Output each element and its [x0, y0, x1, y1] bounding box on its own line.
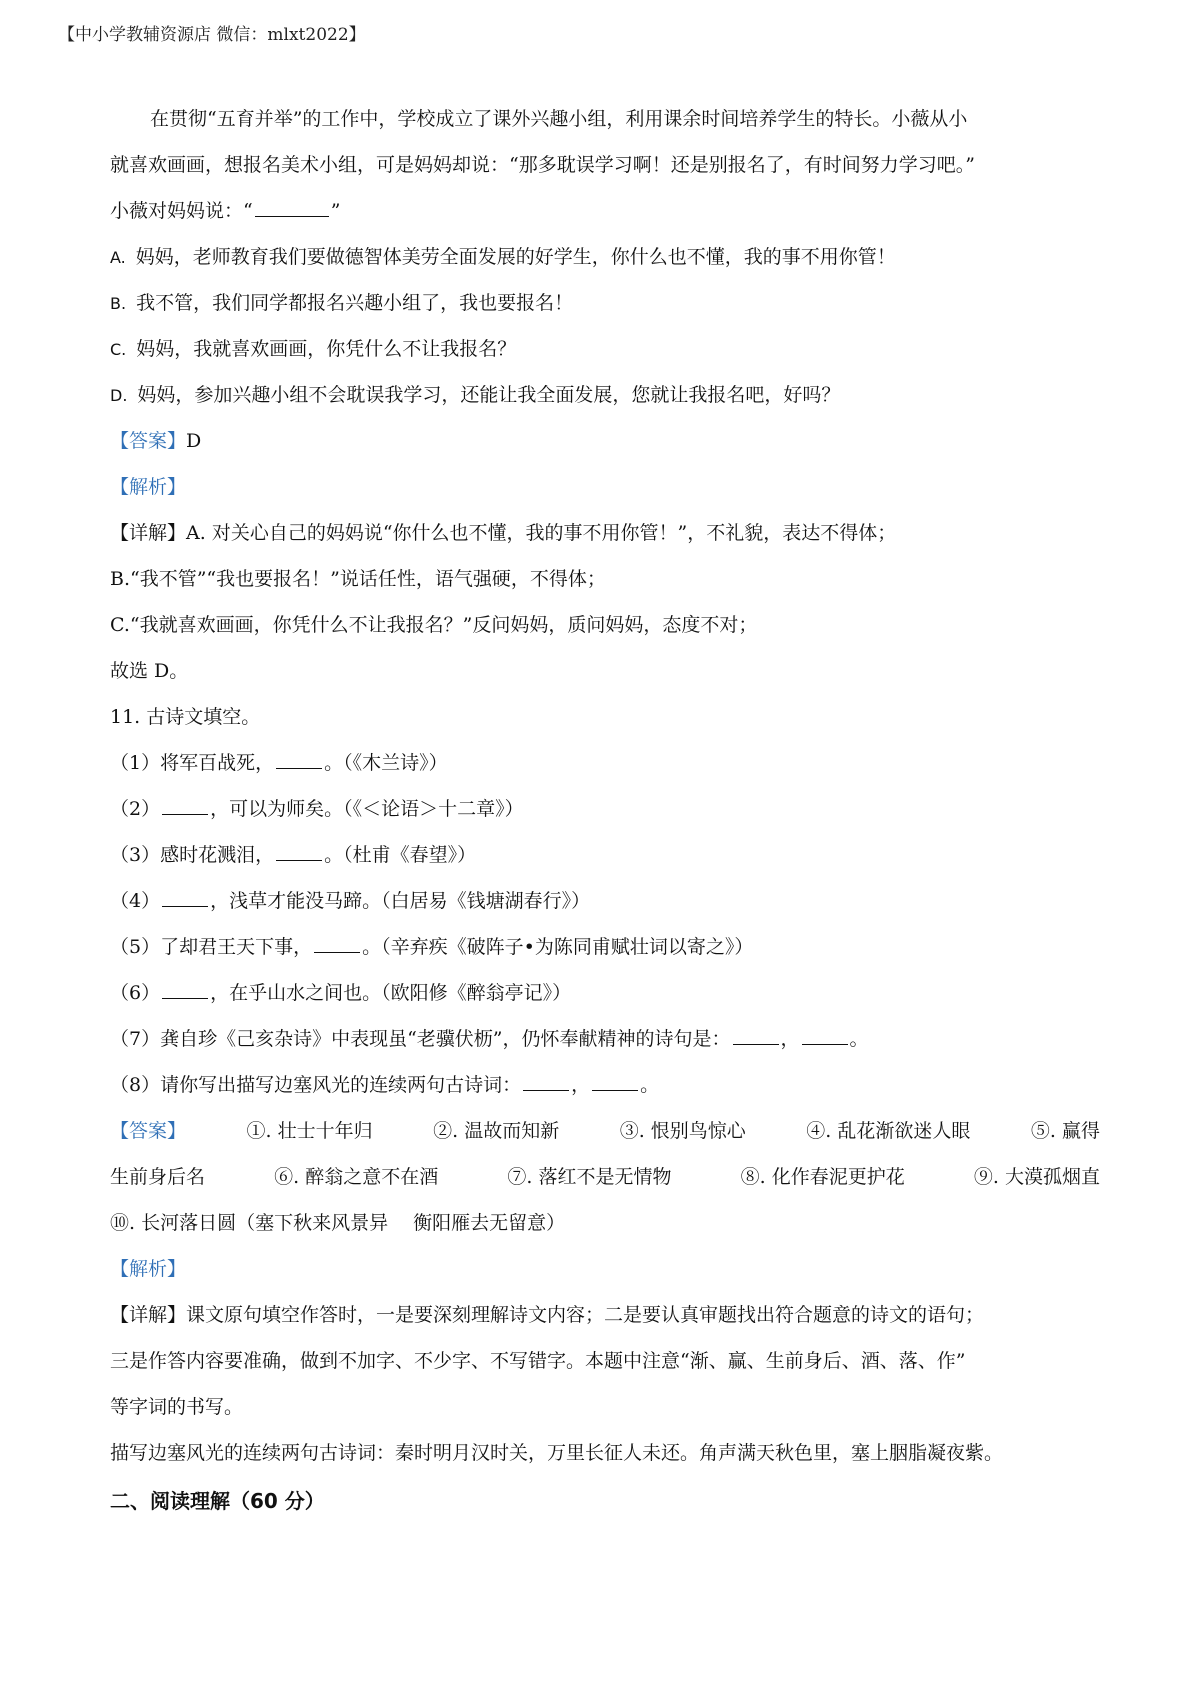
q10-detail-line-2: B.“我不管”“我也要报名！”说话任性，语气强硬，不得体；: [110, 568, 606, 590]
item-source: ，在乎山水之间也。（欧阳修《醉翁亭记》）: [210, 982, 572, 1004]
period: 。: [849, 1028, 869, 1050]
q10-stem-line-2: 就喜欢画画，想报名美术小组，可是妈妈却说：“那多耽误学习啊！还是别报名了，有时间努力学习吧。”: [110, 154, 975, 176]
analysis-tag: 【解析】: [110, 476, 187, 498]
q10-analysis: [110, 464, 1100, 510]
answer-item: ⑧. 化作春泥更护花: [740, 1166, 905, 1188]
answer-item: ②. 温故而知新: [433, 1120, 560, 1142]
q11-detail-line-4: 描写边塞风光的连续两句古诗词：秦时明月汉时关，万里长征人未还。角声满天秋色里，塞上胭脂凝夜紫。: [110, 1442, 1004, 1464]
answer-item: ①. 壮士十年归: [246, 1120, 373, 1142]
answer-tag: 【答案】: [110, 430, 187, 452]
answer-blank: [162, 796, 208, 815]
q11-item-6: [110, 970, 1100, 1016]
option-letter: C.: [110, 340, 127, 359]
item-source: ，浅草才能没马蹄。（白居易《钱塘湖春行》）: [210, 890, 591, 912]
item-source: 。（辛弃疾《破阵子•为陈同甫赋壮词以寄之》）: [362, 936, 754, 958]
period: 。: [640, 1074, 660, 1096]
watermark-header: 【中小学教辅资源店 微信：mlxt2022】: [58, 25, 366, 45]
item-number: （2）: [110, 798, 161, 820]
q11-title: 11. 古诗文填空。: [110, 706, 261, 728]
q10-option-d: [110, 372, 1100, 418]
option-text: 我不管，我们同学都报名兴趣小组了，我也要报名！: [136, 292, 574, 314]
item-number: （6）: [110, 982, 161, 1004]
q11-answers-row-2: [110, 1154, 1100, 1200]
item-number: （5）: [110, 936, 161, 958]
comma: ，: [780, 1028, 800, 1050]
q11-answers-row-1: [110, 1108, 1100, 1154]
answer-blank: [162, 888, 208, 907]
q11-item-2: [110, 786, 1100, 832]
item-number: （4）: [110, 890, 161, 912]
q10-option-a: [110, 234, 1100, 280]
q10-option-c: [110, 326, 1100, 372]
q10-detail-line-1: [110, 510, 1100, 556]
detail-tag: 【详解】: [110, 522, 187, 544]
q11-detail-line-3: 等字词的书写。: [110, 1396, 244, 1418]
q10-stem-tail: 小薇对妈妈说：“: [110, 200, 253, 222]
answer-blank: [592, 1072, 638, 1091]
answer-blank: [314, 934, 360, 953]
answer-tag: 【答案】: [110, 1120, 187, 1142]
q10-detail-line-4: 故选 D。: [110, 660, 189, 682]
q10-stem-line-1: 在贯彻“五育并举”的工作中，学校成立了课外兴趣小组，利用课余时间培养学生的特长。小薇从小: [150, 108, 968, 130]
item-number: （1）: [110, 752, 161, 774]
q11-item-3: [110, 832, 1100, 878]
q10-stem-line-3: [110, 188, 1100, 234]
answer-item: ⑨. 大漠孤烟直: [973, 1166, 1100, 1188]
option-letter: B.: [110, 294, 127, 313]
answer-blank: [162, 980, 208, 999]
answer-blank: [255, 198, 329, 217]
answer-blank: [276, 842, 322, 861]
comma: ，: [571, 1074, 591, 1096]
q11-analysis: [110, 1246, 1100, 1292]
q11-answers-row-3: ⑩. 长河落日圆（塞下秋来风景异 衡阳雁去无留意）: [110, 1212, 566, 1234]
q10-option-b: [110, 280, 1100, 326]
answer-value: D: [186, 430, 202, 452]
answer-item: ⑦. 落红不是无情物: [507, 1166, 672, 1188]
item-text: （8）请你写出描写边塞风光的连续两句古诗词：: [110, 1074, 522, 1096]
q11-item-7: [110, 1016, 1100, 1062]
answer-blank: [276, 750, 322, 769]
item-text: 感时花溅泪，: [160, 844, 275, 866]
item-source: 。（杜甫《春望》）: [324, 844, 477, 866]
answer-item: ⑥. 醉翁之意不在酒: [274, 1166, 439, 1188]
item-text: 了却君王天下事，: [160, 936, 313, 958]
q11-item-5: [110, 924, 1100, 970]
q10-answer: [110, 418, 1100, 464]
q10-stem-tail-end: ”: [330, 200, 341, 222]
q10-detail-line-3: C.“我就喜欢画画，你凭什么不让我报名？”反问妈妈，质问妈妈，态度不对；: [110, 614, 758, 636]
answer-item: ③. 恨别鸟惊心: [619, 1120, 746, 1142]
detail-tag: 【详解】: [110, 1304, 187, 1326]
q11-detail-line-2: 三是作答内容要准确，做到不加字、不少字、不写错字。本题中注意“渐、赢、生前身后、酒、落、作”: [110, 1350, 966, 1372]
section-title: 二、阅读理解（60 分）: [110, 1489, 325, 1513]
analysis-tag: 【解析】: [110, 1258, 187, 1280]
option-letter: A.: [110, 248, 126, 267]
item-text: （7）龚自珍《己亥杂诗》中表现虽“老骥伏枥”，仍怀奉献精神的诗句是：: [110, 1028, 731, 1050]
option-text: 妈妈，我就喜欢画画，你凭什么不让我报名？: [136, 338, 517, 360]
item-source: 。（《木兰诗》）: [324, 752, 448, 774]
q11-item-1: [110, 740, 1100, 786]
option-text: 妈妈，老师教育我们要做德智体美劳全面发展的好学生，你什么也不懂，我的事不用你管！: [135, 246, 896, 268]
item-number: （3）: [110, 844, 161, 866]
detail-text: A. 对关心自己的妈妈说“你什么也不懂，我的事不用你管！”，不礼貌，表达不得体；: [186, 522, 897, 544]
answer-item: ⑤. 赢得: [1030, 1120, 1100, 1142]
document-body: [110, 96, 1100, 1524]
q11-item-4: [110, 878, 1100, 924]
answer-blank: [733, 1026, 779, 1045]
answer-item: 生前身后名: [110, 1166, 206, 1188]
answer-item: ④. 乱花渐欲迷人眼: [806, 1120, 971, 1142]
item-text: 将军百战死，: [160, 752, 275, 774]
option-text: 妈妈，参加兴趣小组不会耽误我学习，还能让我全面发展，您就让我报名吧，好吗？: [137, 384, 841, 406]
detail-text: 课文原句填空作答时，一是要深刻理解诗文内容；二是要认真审题找出符合题意的诗文的语句；: [186, 1304, 985, 1326]
item-source: ，可以为师矣。（《＜论语＞十二章》）: [210, 798, 524, 820]
q11-detail-line-1: [110, 1292, 1100, 1338]
q11-item-8: [110, 1062, 1100, 1108]
answer-blank: [523, 1072, 569, 1091]
answer-blank: [802, 1026, 848, 1045]
option-letter: D.: [110, 386, 128, 405]
